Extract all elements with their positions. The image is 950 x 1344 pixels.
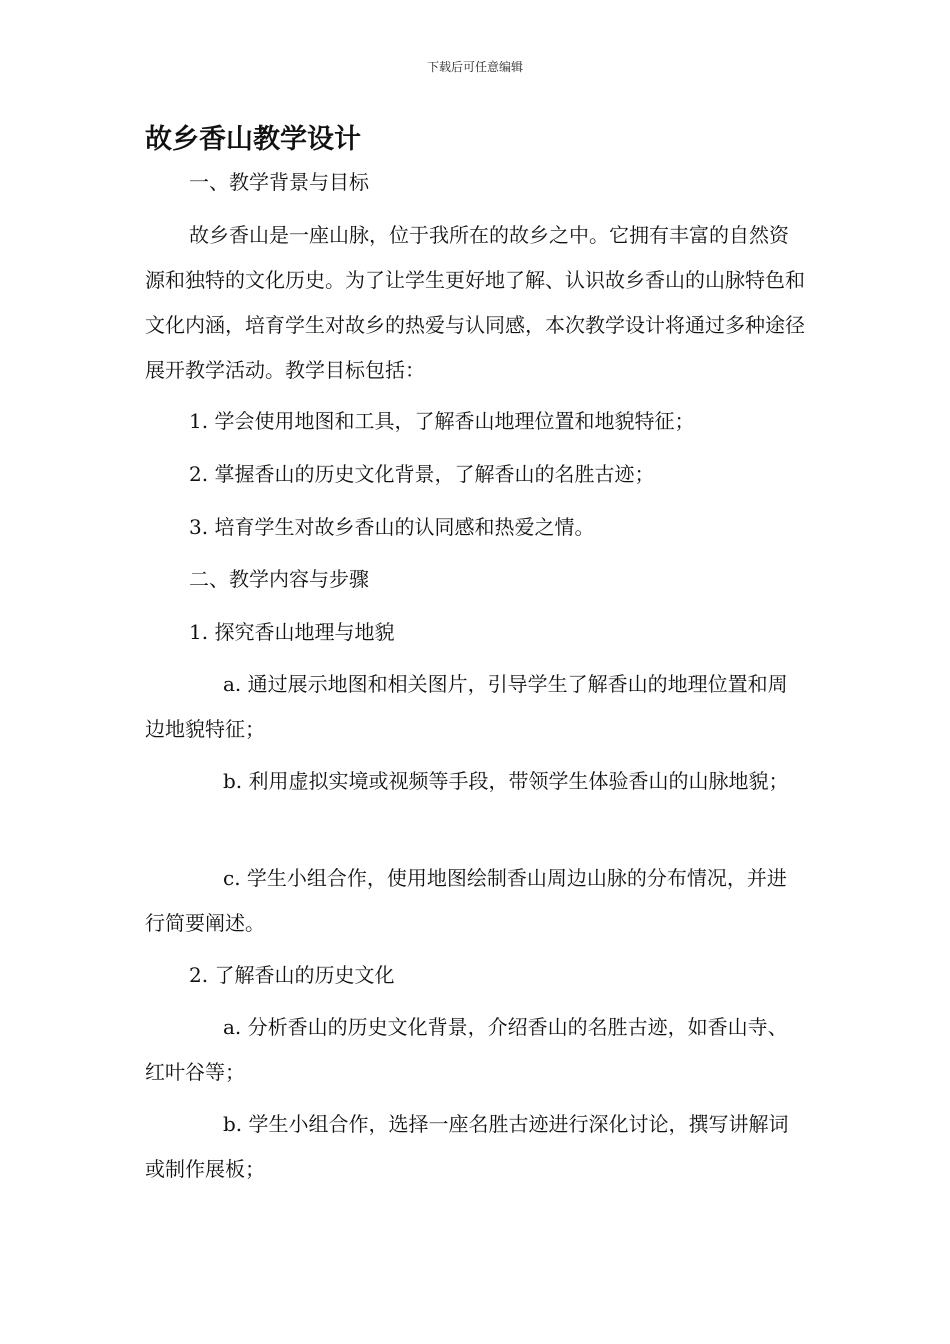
goal-item: 2. 掌握香山的历史文化背景，了解香山的名胜古迹； <box>189 462 655 486</box>
goal-item: 1. 学会使用地图和工具，了解香山地理位置和地貌特征； <box>189 409 695 433</box>
step-sub-item: b. 利用虚拟实境或视频等手段，带领学生体验香山的山脉地貌； <box>223 769 789 793</box>
step-sub-item: a. 通过展示地图和相关图片，引导学生了解香山的地理位置和周边地貌特征； <box>145 672 788 741</box>
section-heading-background-goals: 一、教学背景与目标 <box>189 170 369 194</box>
document-title: 故乡香山教学设计 <box>145 124 361 155</box>
step-heading: 1. 探究香山地理与地貌 <box>189 620 395 644</box>
goal-item: 3. 培育学生对故乡香山的认同感和热爱之情。 <box>189 515 595 539</box>
step-sub-item: c. 学生小组合作，使用地图绘制香山周边山脉的分布情况，并进行简要阐述。 <box>145 866 787 935</box>
intro-paragraph: 故乡香山是一座山脉，位于我所在的故乡之中。它拥有丰富的自然资源和独特的文化历史。为了让学生更好地了解、认识故乡香山的山脉特色和文化内涵，培育学生对故乡的热爱与认同感，本次教学设计将通过多种途径展开教学活动。教学目标包括： <box>145 223 805 382</box>
step-sub-item: b. 学生小组合作，选择一座名胜古迹进行深化讨论，撰写讲解词或制作展板； <box>145 1112 789 1181</box>
step-heading: 2. 了解香山的历史文化 <box>189 963 395 987</box>
page-header: 下载后可任意编辑 <box>426 60 523 74</box>
step-sub-item: a. 分析香山的历史文化背景，介绍香山的名胜古迹，如香山寺、红叶谷等； <box>145 1015 788 1084</box>
section-heading-content-steps: 二、教学内容与步骤 <box>189 567 369 591</box>
